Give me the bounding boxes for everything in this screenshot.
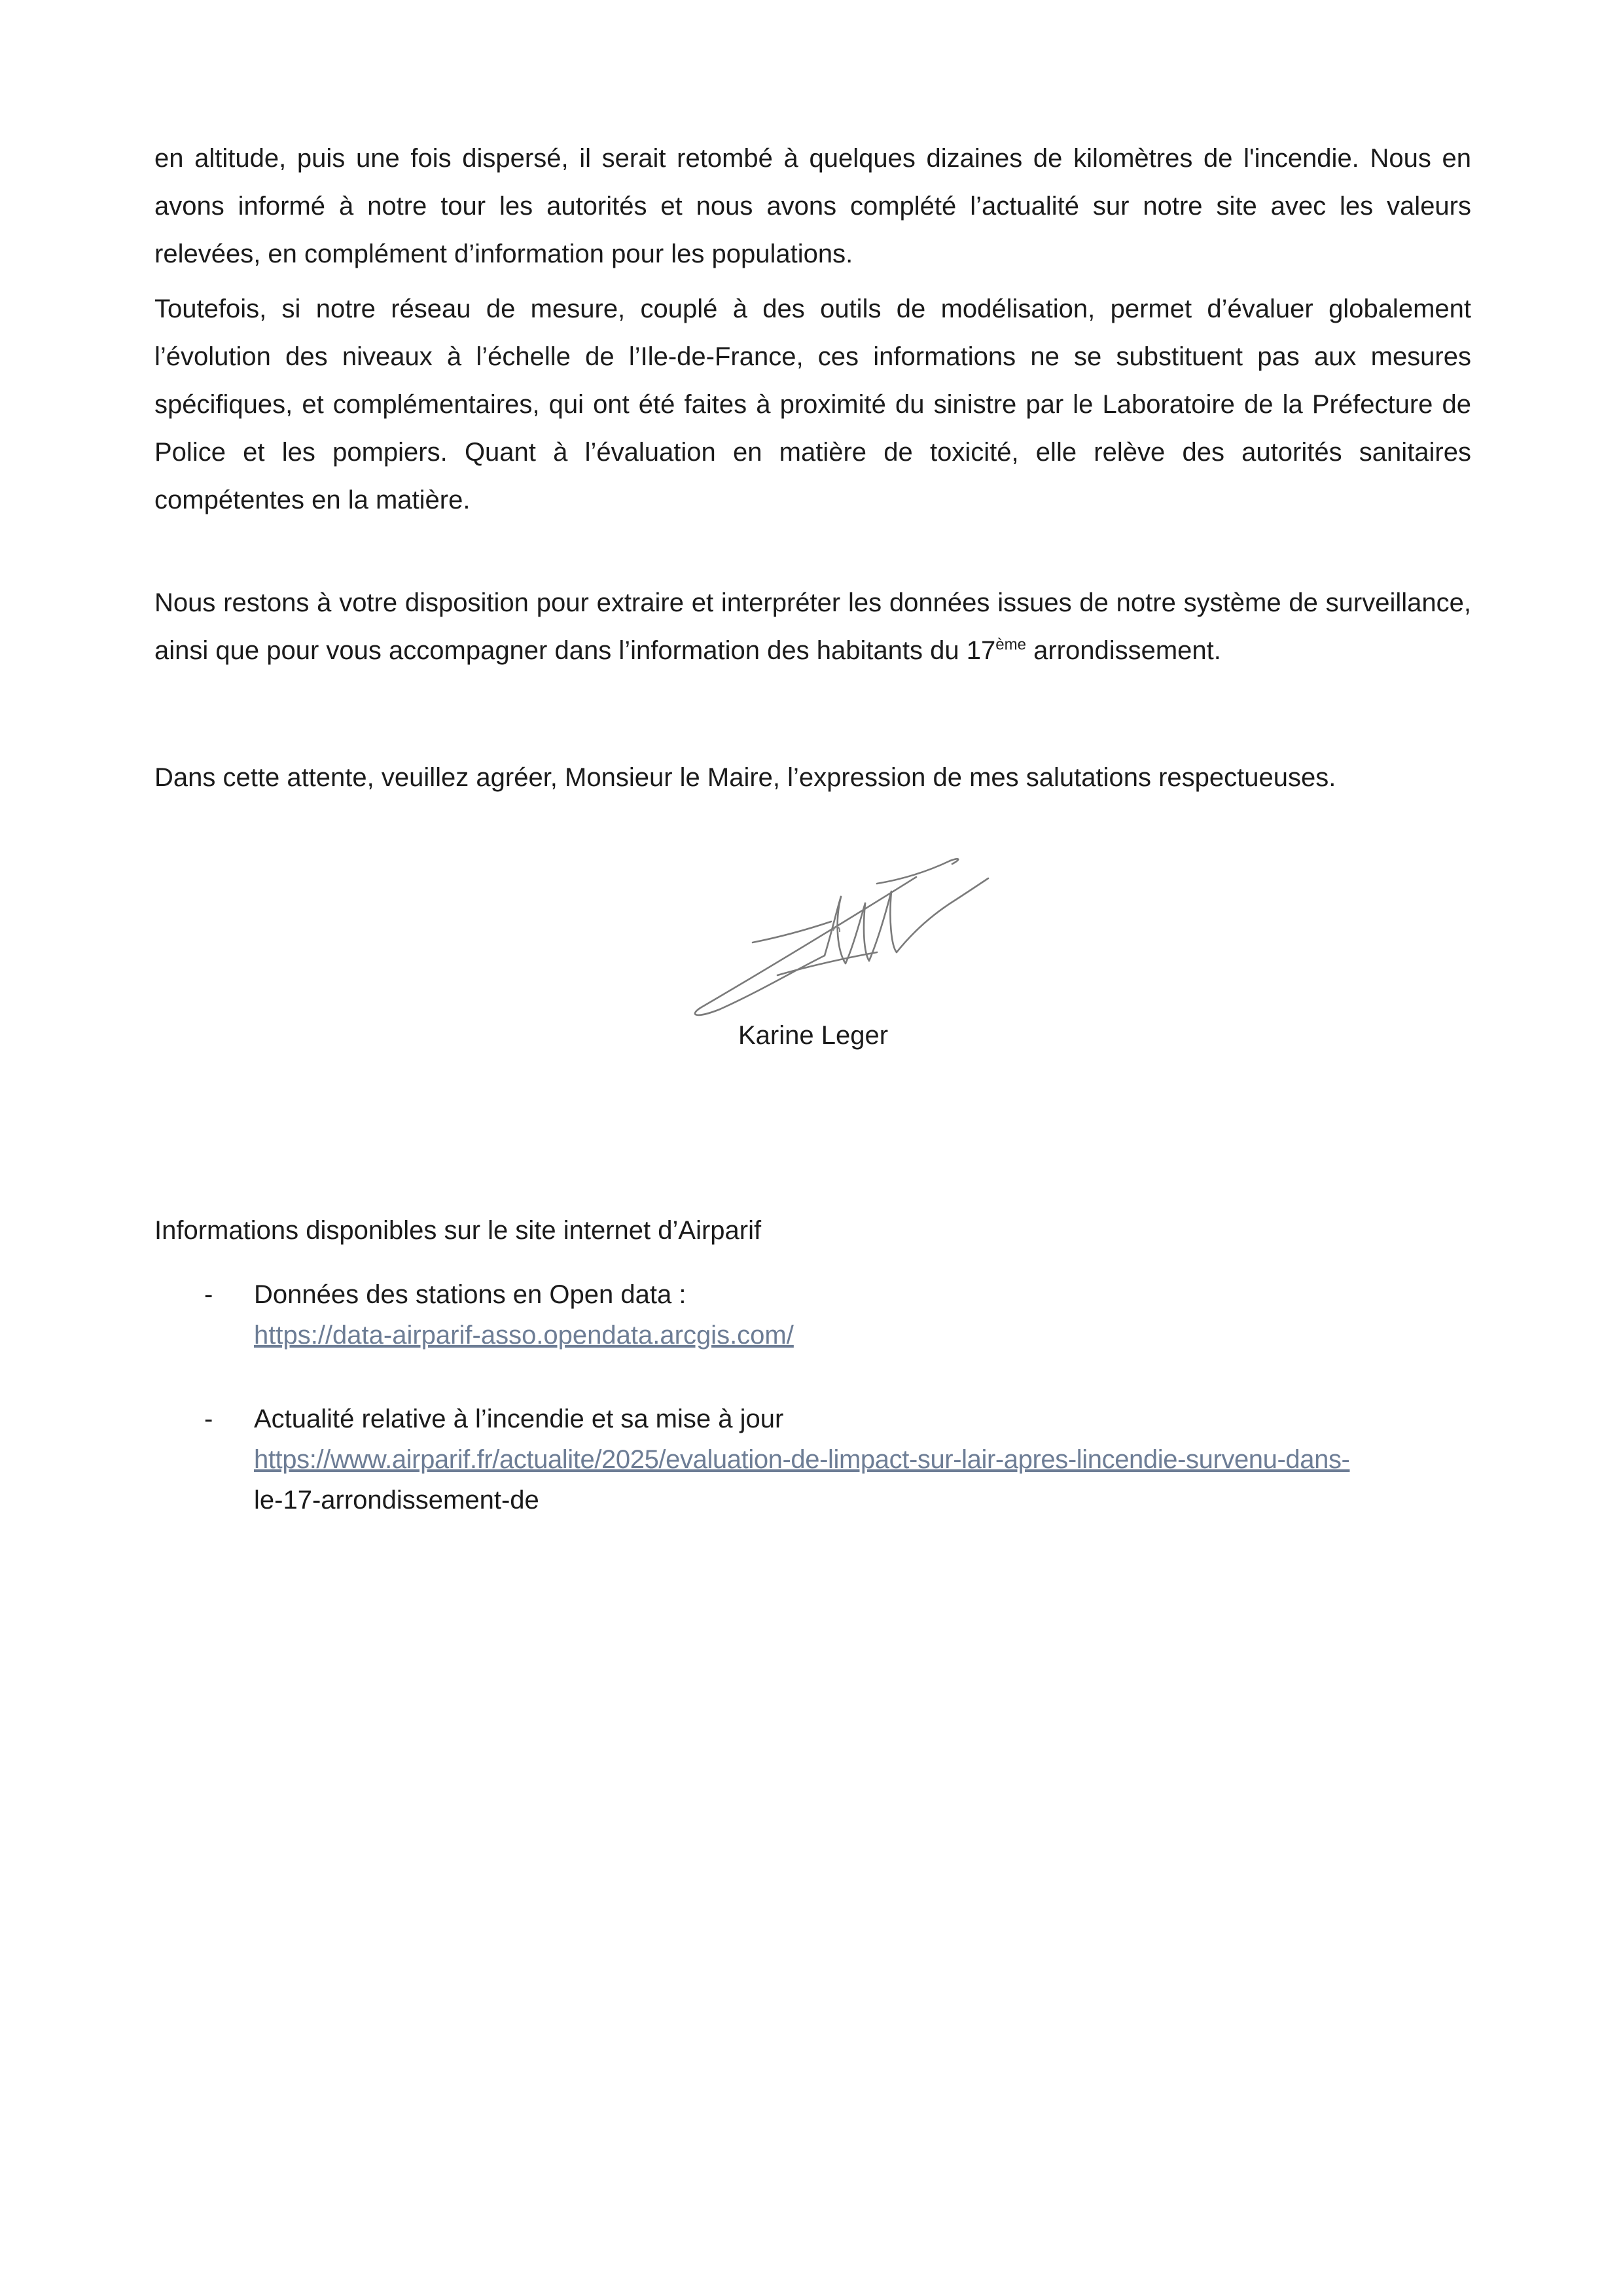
paragraph-availability [154, 579, 1471, 675]
signature-drawing [681, 844, 1086, 1028]
ordinal-superscript: ème [995, 636, 1026, 654]
signer-name: Karine Leger [738, 1021, 889, 1050]
list-item-label: Données des stations en Open data : [254, 1280, 687, 1309]
paragraph-network: Toutefois, si notre réseau de mesure, couplé à des outils de modélisation, permet d’évaluer globalement l’évolution des niveaux à l’échelle de l’Ile-de-France, ces informations ne se substituent pas aux mesures spécifiques, et complémentaires, qui ont été faites à proximité du sinistre par le Laboratoire de la Préfecture de Police et les pompiers. Quant à l’évaluation en matière de toxicité, elle relève des autorités sanitaires compétentes en la matière. [154, 295, 1471, 514]
closing-salutation: Dans cette attente, veuillez agréer, Monsieur le Maire, l’expression de mes salutations respectueuses. [154, 763, 1336, 792]
paragraph-availability-text: Nous restons à votre disposition pour extraire et interpréter les données issues de notre système de surveillance, ainsi que pour vous accompagner dans l’information des habitants du 17 [154, 588, 1471, 665]
handwritten-signature [681, 844, 1086, 1028]
link-continuation: le-17-arrondissement-de [254, 1486, 539, 1515]
bullet-dash: - [204, 1280, 213, 1309]
open-data-link[interactable]: https://data-airparif-asso.opendata.arcgis.com/ [254, 1321, 794, 1350]
bullet-dash: - [204, 1405, 213, 1433]
paragraph-altitude: en altitude, puis une fois dispersé, il serait retombé à quelques dizaines de kilomètres de l'incendie. Nous en avons informé à notre tour les autorités et nous avons complété l’actualité sur notre site avec les valeurs relevées, en complément d’information pour les populations. [154, 144, 1471, 268]
fire-news-link[interactable]: https://www.airparif.fr/actualite/2025/evaluation-de-limpact-sur-lair-apres-lincendie-survenu-dans- [254, 1445, 1350, 1474]
paragraph-availability-end: arrondissement. [1026, 636, 1221, 665]
list-item-label: Actualité relative à l’incendie et sa mise à jour [254, 1405, 784, 1433]
info-section-title: Informations disponibles sur le site internet d’Airparif [154, 1216, 762, 1245]
